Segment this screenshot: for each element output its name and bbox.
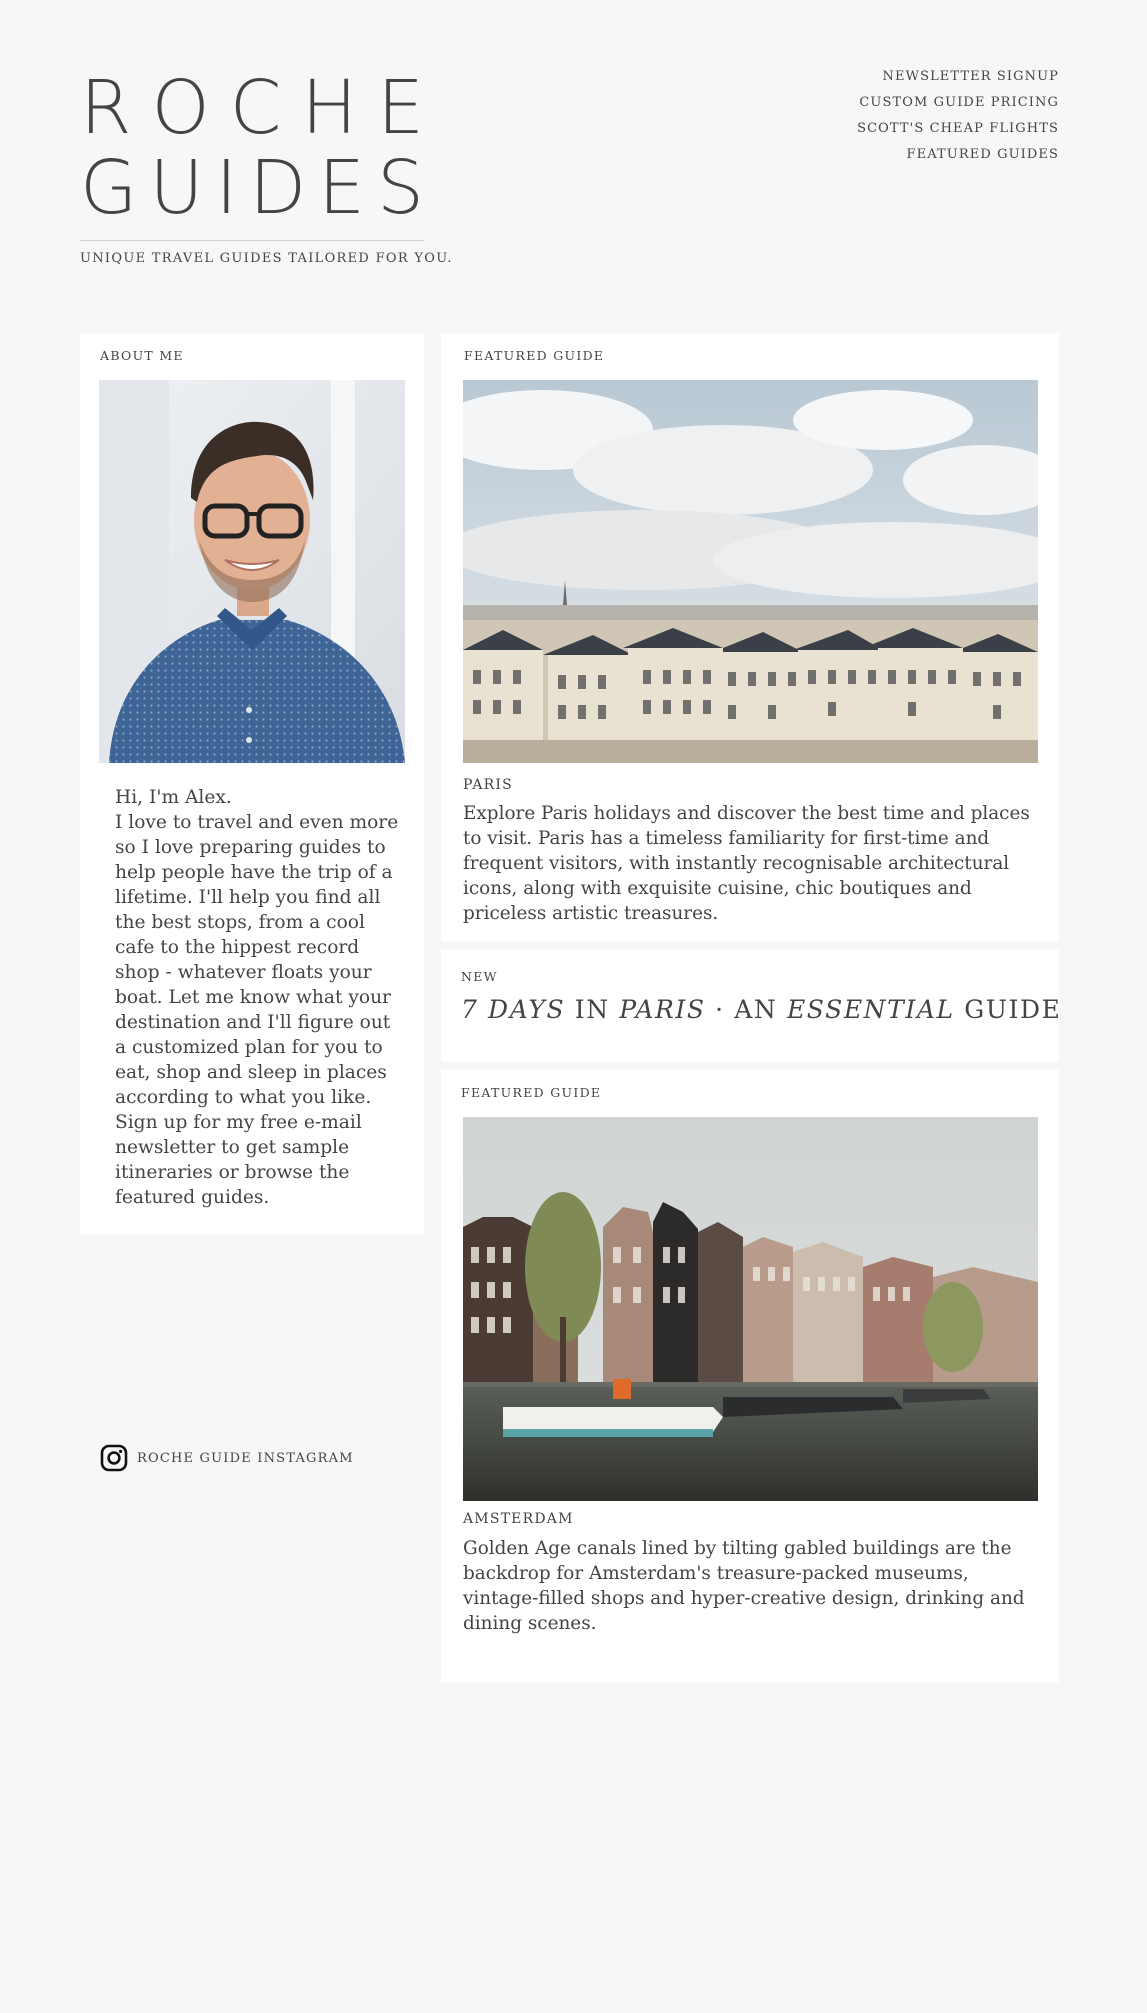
logo-letter: S [377,145,424,231]
logo-line-1 [80,65,424,151]
title-part-essential: ESSENTIAL [786,995,955,1024]
featured-guide-label: FEATURED GUIDE [461,1085,602,1100]
top-navigation [857,64,1059,168]
featured-guide-label: FEATURED GUIDE [464,348,605,363]
logo-letter: U [149,145,204,231]
site-logo[interactable] [80,65,453,266]
title-part-guide: GUIDE [954,995,1062,1024]
title-part-city: PARIS [619,995,706,1024]
featured-guide-amsterdam[interactable] [441,1070,1059,1682]
new-guide-card[interactable] [441,950,1062,1062]
logo-letter: E [318,145,366,231]
logo-letter: I [215,145,238,231]
site-tagline: UNIQUE TRAVEL GUIDES TAILORED FOR YOU. [80,251,453,266]
logo-divider [80,240,424,241]
instagram-icon [100,1444,128,1472]
logo-letter: G [80,145,138,231]
logo-letter: R [80,65,132,151]
nav-featured-guides[interactable]: FEATURED GUIDES [906,147,1059,162]
amsterdam-city-label: AMSTERDAM [463,1511,574,1527]
amsterdam-photo[interactable] [463,1117,1038,1501]
instagram-link[interactable] [100,1444,354,1472]
instagram-label: ROCHE GUIDE INSTAGRAM [137,1450,354,1466]
about-text [115,785,401,1210]
title-part-in: IN [565,995,620,1024]
featured-guide-paris[interactable] [441,333,1059,941]
logo-line-2 [80,145,424,231]
paris-photo[interactable] [463,380,1038,763]
nav-cheap-flights[interactable]: SCOTT'S CHEAP FLIGHTS [857,121,1059,136]
about-card [80,333,424,1235]
title-part-days: 7 DAYS [461,995,566,1024]
logo-letter: D [249,145,307,231]
new-guide-title[interactable] [461,995,1062,1024]
title-part-an: · AN [705,995,787,1024]
about-greeting: Hi, I'm Alex. [115,787,232,808]
logo-letter: E [377,65,424,151]
about-body: I love to travel and even more so I love preparing guides to help people have the trip of a lifetime. I'll help you find all the best stops, from a cool cafe to the hippest record shop - whatever floats your boat. Let me know what your destination and I'll figure out a customized plan for you to eat, shop and sleep in places according to what you like. Sign up for my free e-mail newsletter to get sample itineraries or browse the featured guides. [115,812,399,1208]
logo-letter: O [151,65,210,151]
portrait-photo [99,380,405,763]
about-label: ABOUT ME [100,348,184,363]
new-label: NEW [461,969,498,984]
paris-city-label: PARIS [463,777,513,793]
logo-letter: C [229,65,282,151]
nav-custom-guide-pricing[interactable]: CUSTOM GUIDE PRICING [859,95,1059,110]
amsterdam-description: Golden Age canals lined by tilting gabled buildings are the backdrop for Amsterdam's treasure-packed museums, vintage-filled shops and hyper-creative design, drinking and dining scenes. [463,1538,1025,1634]
nav-newsletter-signup[interactable]: NEWSLETTER SIGNUP [882,69,1059,84]
logo-letter: H [301,65,358,151]
paris-description: Explore Paris holidays and discover the best time and places to visit. Paris has a timeless familiarity for first-time and frequent visitors, with instantly recognisable architectural icons, along with exquisite cuisine, chic boutiques and priceless artistic treasures. [463,803,1030,924]
